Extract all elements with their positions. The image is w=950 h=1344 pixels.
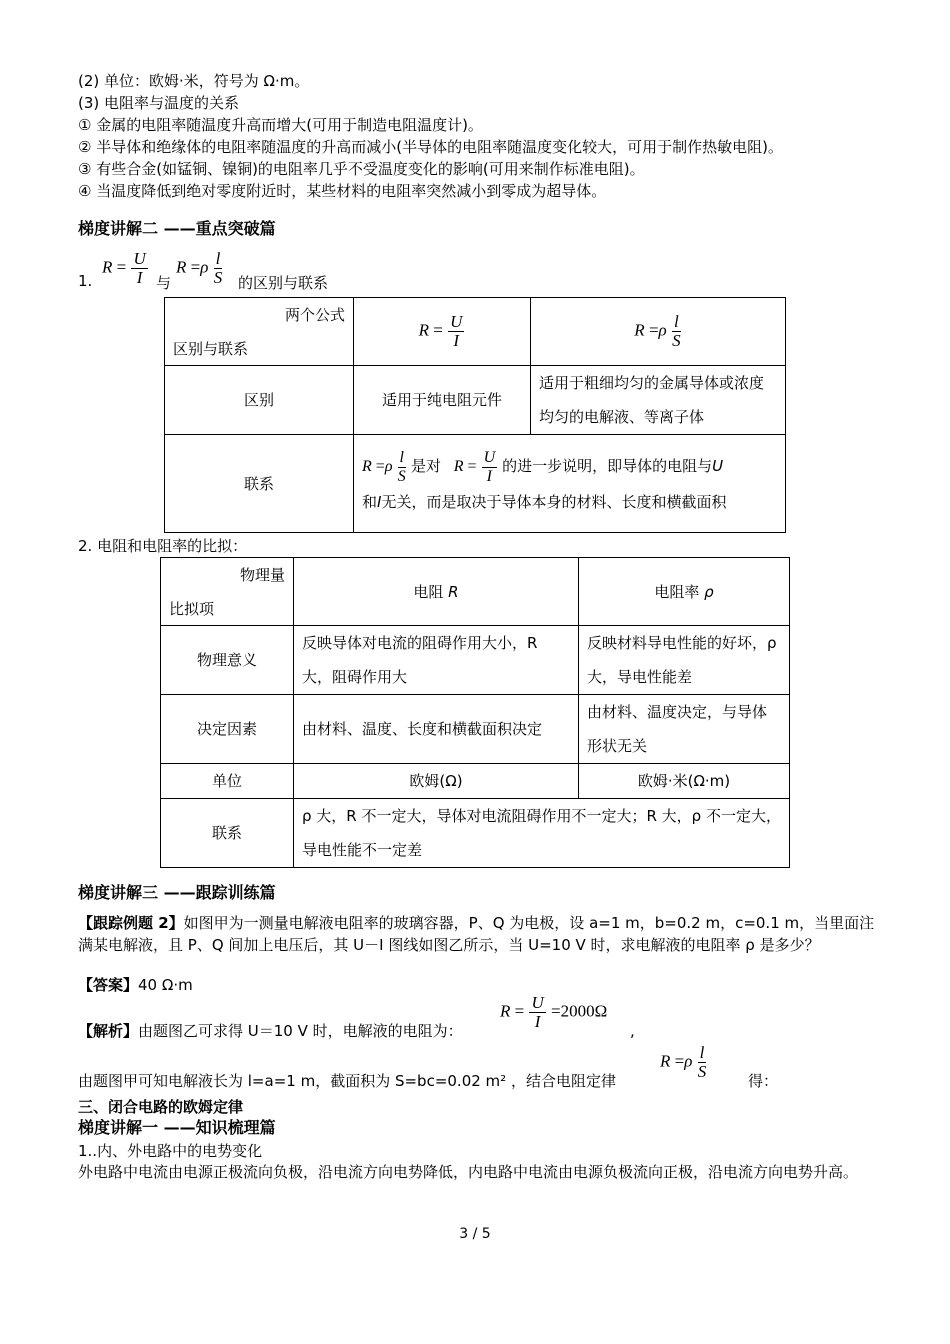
- table2-cell: 欧姆(Ω): [294, 764, 579, 799]
- table2-head-resistance: 电阻 R: [294, 558, 579, 626]
- section-heading: 梯度讲解三 ——跟踪训练篇: [78, 883, 276, 902]
- table2-row-label: 决定因素: [161, 695, 294, 764]
- table1-cell: 适用于纯电阻元件: [354, 366, 531, 435]
- example-text: 如图甲为一测量电解液电阻率的玻璃容器，P、Q 为电极，设 a=1 m，b=0.2 m，c=0.1 m，当里面注满某电解液，且 P、Q 间加上电压后，其 U－I 图线如图乙所示，当 U=10 V 时，求电解液的电阻率 ρ 是多少？: [78, 914, 875, 954]
- length-line: 由题图甲可知电解液长为 l=a=1 m，截面积为 S=bc=0.02 m² ，结合电阻定律 R =ρ $\frac{l}{S}$ 得：: [78, 1043, 779, 1090]
- table1-row-label: 区别: [165, 366, 354, 435]
- table1-row-label: 联系: [165, 435, 354, 533]
- section-iii-sub: 梯度讲解一 ——知识梳理篇: [78, 1118, 276, 1137]
- table2-cell: 反映材料导电性能的好坏，ρ 大，导电性能差: [579, 626, 790, 695]
- top-line: ③ 有些合金(如锰铜、镍铜)的电阻率几乎不受温度变化的影响(可用来制作标准电阻)。: [78, 160, 645, 178]
- item1-mid: 与: [156, 274, 172, 292]
- analysis-formula: R = $\frac{U}{I}$ =2000Ω: [500, 993, 608, 1031]
- table1-head-formula2: R =ρ $\frac{l}{S}$: [531, 298, 786, 366]
- page-number: 3 / 5: [459, 1226, 491, 1242]
- table1-relation-cell: R =ρ $\frac{l}{S}$ 是对 R = $\frac{U}{I}$ 的进一步说明，即导体的电阻与U 和I无关，而是取决于导体本身的材料、长度和横截面积: [354, 435, 786, 533]
- table2-corner: 物理量 比拟项: [161, 558, 294, 626]
- resistance-law-formula: R =ρ $\frac{l}{S}$: [660, 1043, 707, 1081]
- table2-row-label: 联系: [161, 799, 294, 868]
- section-heading: 梯度讲解二 ——重点突破篇: [78, 219, 276, 238]
- table2-cell: 欧姆·米(Ω·m): [579, 764, 790, 799]
- table2-cell: 反映导体对电流的阻碍作用大小，R 大，阻碍作用大: [294, 626, 579, 695]
- example-problem: [78, 912, 886, 956]
- item1-suffix: 的区别与联系: [238, 274, 329, 292]
- item1-line: [78, 244, 478, 292]
- table2-relation-cell: ρ 大，R 不一定大，导体对电流阻碍作用不一定大；R 大，ρ 不一定大，导电性能不一定差: [294, 799, 790, 868]
- potential-text: 外电路中电流由电源正极流向负极，沿电流方向电势降低，内电路中电流由电源负极流向正极，沿电流方向电势升高。: [78, 1163, 859, 1181]
- table2-row-label: 单位: [161, 764, 294, 799]
- top-line: ① 金属的电阻率随温度升高而增大(可用于制造电阻温度计)。: [78, 116, 483, 134]
- table1-head-formula1: R = $\frac{U}{I}$: [354, 298, 531, 366]
- top-line: ④ 当温度降低到绝对零度附近时，某些材料的电阻率突然减小到零成为超导体。: [78, 182, 607, 200]
- item2-line: 2. 电阻和电阻率的比拟：: [78, 537, 248, 555]
- page-body: [78, 70, 888, 242]
- table2-cell: 由材料、温度决定，与导体形状无关: [579, 695, 790, 764]
- table2-cell: 由材料、温度、长度和横截面积决定: [294, 695, 579, 764]
- table1-corner: 两个公式 区别与联系: [165, 298, 354, 366]
- top-line: (3) 电阻率与温度的关系: [78, 94, 240, 112]
- formula-r-ui: R = $\frac{U}{I}$: [102, 249, 146, 287]
- formula-r-rho: R =ρ $\frac{l}{S}$: [176, 249, 223, 287]
- table2-head-resistivity: 电阻率 ρ: [579, 558, 790, 626]
- section-iii-title: 三、闭合电路的欧姆定律: [78, 1098, 244, 1116]
- potential-title: 1..内、外电路中的电势变化: [78, 1142, 263, 1160]
- item1-prefix: 1.: [78, 272, 93, 290]
- analysis-line: 【解析】由题图乙可求得 U＝10 V 时，电解液的电阻为： R = $\frac{U}{I}$ =2000Ω ,: [78, 993, 635, 1040]
- resistance-analogy-table: [160, 557, 790, 868]
- top-line: ② 半导体和绝缘体的电阻率随温度的升高而减小(半导体的电阻率随温度变化较大，可用于制作热敏电阻)。: [78, 138, 783, 156]
- table1-cell: 适用于粗细均匀的金属导体或浓度均匀的电解液、等离子体: [531, 366, 786, 435]
- table2-row-label: 物理意义: [161, 626, 294, 695]
- top-line: (2) 单位：欧姆·米，符号为 Ω·m。: [78, 72, 310, 90]
- formula-compare-table: [164, 297, 786, 533]
- answer-line: 【答案】40 Ω·m: [78, 976, 193, 994]
- example-tag: 【跟踪例题 2】: [78, 914, 184, 932]
